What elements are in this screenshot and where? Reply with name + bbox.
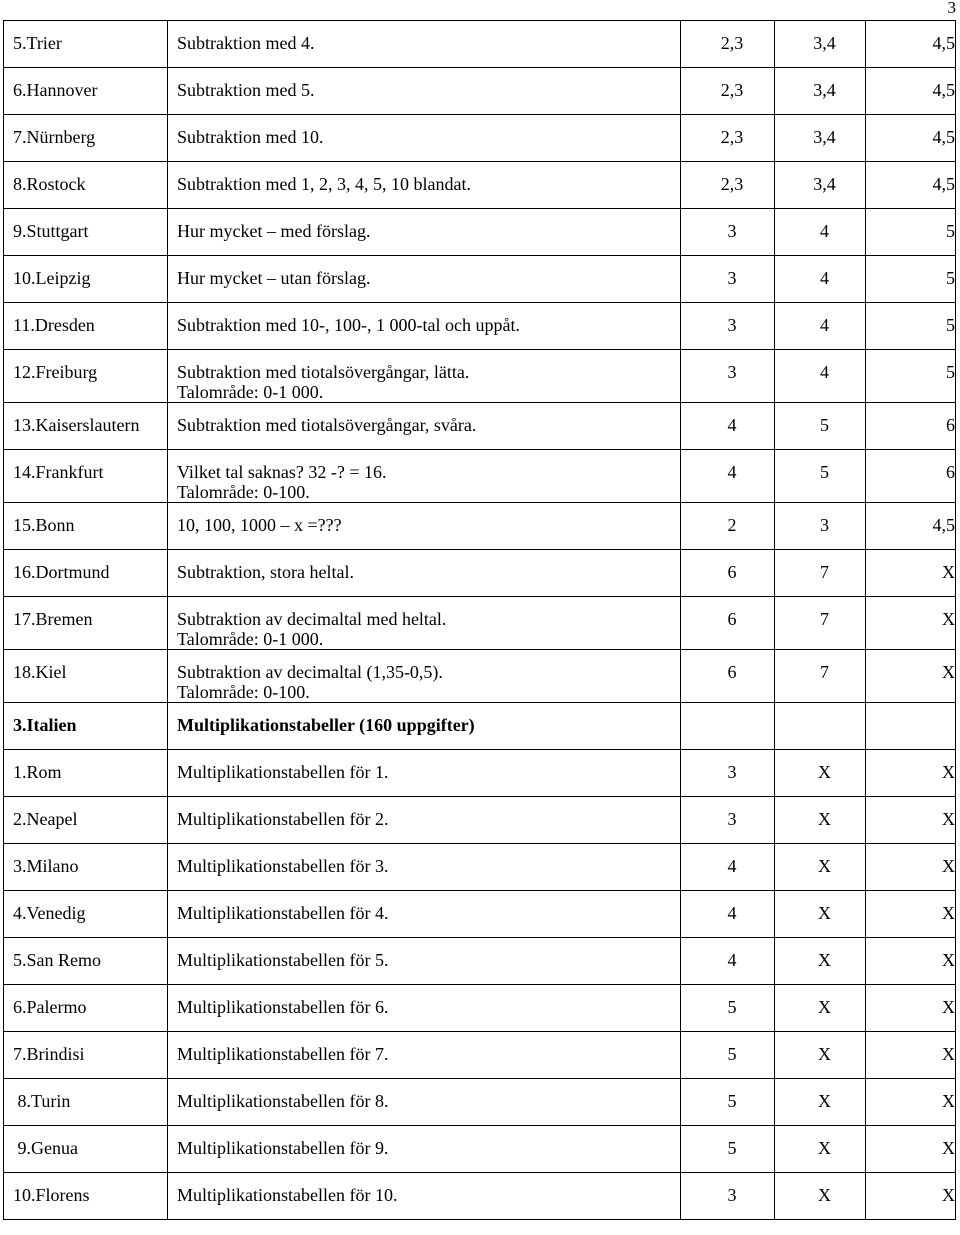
- place-cell: 2.Neapel: [4, 797, 168, 844]
- task-text: Multiplikationstabellen för 9.: [177, 1138, 389, 1158]
- level-cell-1: 4: [681, 844, 775, 891]
- level-cell-2: 7: [775, 597, 866, 650]
- task-cell: [168, 303, 681, 350]
- level-cell-1: 6: [681, 550, 775, 597]
- task-cell: [168, 797, 681, 844]
- table-row: [4, 115, 956, 162]
- task-cell: [168, 550, 681, 597]
- level-cell-1: 5: [681, 1126, 775, 1173]
- place-cell: 11.Dresden: [4, 303, 168, 350]
- task-text: Hur mycket – utan förslag.: [177, 268, 371, 288]
- level-cell-1: 3: [681, 350, 775, 403]
- task-cell: [168, 703, 681, 750]
- place-cell: 17.Bremen: [4, 597, 168, 650]
- level-cell-1: 2,3: [681, 21, 775, 68]
- task-cell: [168, 938, 681, 985]
- level-cell-2: X: [775, 844, 866, 891]
- place-cell: 6.Palermo: [4, 985, 168, 1032]
- task-cell: [168, 844, 681, 891]
- level-cell-3: X: [866, 597, 956, 650]
- level-cell-2: X: [775, 750, 866, 797]
- task-cell: [168, 21, 681, 68]
- level-cell-1: 3: [681, 209, 775, 256]
- task-cell: [168, 650, 681, 703]
- table-row: [4, 597, 956, 650]
- level-cell-1: 4: [681, 891, 775, 938]
- place-cell: 14.Frankfurt: [4, 450, 168, 503]
- level-cell-2: 4: [775, 209, 866, 256]
- level-cell-2: 4: [775, 350, 866, 403]
- level-cell-1: 2,3: [681, 68, 775, 115]
- place-cell: 4.Venedig: [4, 891, 168, 938]
- level-cell-3: X: [866, 985, 956, 1032]
- table-row: [4, 1032, 956, 1079]
- task-text: Multiplikationstabellen för 8.: [177, 1091, 389, 1111]
- task-cell: [168, 403, 681, 450]
- task-cell: [168, 1126, 681, 1173]
- level-cell-3: X: [866, 844, 956, 891]
- level-cell-2: 3,4: [775, 21, 866, 68]
- task-cell: [168, 256, 681, 303]
- level-cell-3: [866, 703, 956, 750]
- level-cell-2: 3: [775, 503, 866, 550]
- table-row: [4, 350, 956, 403]
- level-cell-1: 6: [681, 597, 775, 650]
- level-cell-2: X: [775, 938, 866, 985]
- task-cell: [168, 1032, 681, 1079]
- level-cell-3: 5: [866, 303, 956, 350]
- place-cell: 5.San Remo: [4, 938, 168, 985]
- level-cell-2: X: [775, 1126, 866, 1173]
- level-cell-1: 4: [681, 403, 775, 450]
- task-text: Hur mycket – med förslag.: [177, 221, 371, 241]
- task-text: Multiplikationstabellen för 5.: [177, 950, 389, 970]
- place-cell: 16.Dortmund: [4, 550, 168, 597]
- level-cell-1: 4: [681, 450, 775, 503]
- place-cell: 6.Hannover: [4, 68, 168, 115]
- task-text: Subtraktion med 4.: [177, 33, 315, 53]
- task-text: 10, 100, 1000 – x =???: [177, 515, 342, 535]
- level-cell-1: 2,3: [681, 162, 775, 209]
- place-cell: 8.Rostock: [4, 162, 168, 209]
- table-row: [4, 68, 956, 115]
- level-cell-2: X: [775, 1079, 866, 1126]
- table-row: [4, 256, 956, 303]
- level-cell-3: X: [866, 891, 956, 938]
- level-cell-3: 6: [866, 403, 956, 450]
- task-text: Subtraktion, stora heltal.: [177, 562, 354, 582]
- task-text: Subtraktion av decimaltal (1,35-0,5).: [177, 662, 443, 682]
- level-cell-3: X: [866, 550, 956, 597]
- level-cell-3: X: [866, 750, 956, 797]
- table-row: [4, 209, 956, 256]
- level-cell-2: X: [775, 797, 866, 844]
- task-text: Multiplikationstabellen för 2.: [177, 809, 389, 829]
- place-cell: 7.Nürnberg: [4, 115, 168, 162]
- table-row: [4, 403, 956, 450]
- table-row: [4, 1173, 956, 1220]
- level-cell-3: X: [866, 1173, 956, 1220]
- exercise-table-body: [4, 21, 956, 1220]
- level-cell-3: X: [866, 650, 956, 703]
- level-cell-1: 3: [681, 750, 775, 797]
- level-cell-2: 4: [775, 303, 866, 350]
- place-cell: 5.Trier: [4, 21, 168, 68]
- task-cell: [168, 162, 681, 209]
- level-cell-2: 4: [775, 256, 866, 303]
- place-cell: 8.Turin: [4, 1079, 168, 1126]
- level-cell-1: 3: [681, 1173, 775, 1220]
- task-text: Multiplikationstabellen för 6.: [177, 997, 389, 1017]
- table-row: [4, 891, 956, 938]
- task-text: Vilket tal saknas? 32 -? = 16.: [177, 462, 387, 482]
- level-cell-3: 5: [866, 256, 956, 303]
- task-range-text: Talområde: 0-100.: [177, 682, 310, 702]
- task-cell: [168, 597, 681, 650]
- task-text: Multiplikationstabellen för 1.: [177, 762, 389, 782]
- task-text: Multiplikationstabellen för 10.: [177, 1185, 398, 1205]
- level-cell-1: 6: [681, 650, 775, 703]
- table-row: [4, 938, 956, 985]
- level-cell-1: 3: [681, 256, 775, 303]
- level-cell-2: X: [775, 1032, 866, 1079]
- level-cell-3: 4,5: [866, 68, 956, 115]
- level-cell-1: 3: [681, 303, 775, 350]
- table-row: [4, 1079, 956, 1126]
- level-cell-2: 3,4: [775, 115, 866, 162]
- place-cell: 3.Italien: [4, 703, 168, 750]
- task-range-text: Talområde: 0-100.: [177, 482, 310, 502]
- level-cell-2: 3,4: [775, 162, 866, 209]
- table-row: [4, 797, 956, 844]
- level-cell-1: 5: [681, 1032, 775, 1079]
- task-text: Multiplikationstabeller (160 uppgifter): [177, 715, 475, 735]
- level-cell-3: 6: [866, 450, 956, 503]
- level-cell-3: X: [866, 938, 956, 985]
- task-cell: [168, 1079, 681, 1126]
- task-text: Multiplikationstabellen för 7.: [177, 1044, 389, 1064]
- level-cell-2: 3,4: [775, 68, 866, 115]
- task-cell: [168, 350, 681, 403]
- task-cell: [168, 1173, 681, 1220]
- level-cell-1: [681, 703, 775, 750]
- table-row: [4, 503, 956, 550]
- task-text: Multiplikationstabellen för 3.: [177, 856, 389, 876]
- place-cell: 3.Milano: [4, 844, 168, 891]
- table-row: [4, 703, 956, 750]
- task-text: Subtraktion med 10.: [177, 127, 324, 147]
- level-cell-1: 5: [681, 1079, 775, 1126]
- task-range-text: Talområde: 0-1 000.: [177, 629, 324, 649]
- task-cell: [168, 68, 681, 115]
- task-text: Subtraktion av decimaltal med heltal.: [177, 609, 447, 629]
- level-cell-3: 4,5: [866, 115, 956, 162]
- level-cell-2: [775, 703, 866, 750]
- task-text: Multiplikationstabellen för 4.: [177, 903, 389, 923]
- place-cell: 18.Kiel: [4, 650, 168, 703]
- table-row: [4, 985, 956, 1032]
- task-cell: [168, 891, 681, 938]
- level-cell-2: 7: [775, 550, 866, 597]
- place-cell: 10.Leipzig: [4, 256, 168, 303]
- table-row: [4, 21, 956, 68]
- task-cell: [168, 115, 681, 162]
- task-cell: [168, 750, 681, 797]
- place-cell: 9.Genua: [4, 1126, 168, 1173]
- task-text: Subtraktion med tiotalsövergångar, svåra.: [177, 415, 477, 435]
- table-row: [4, 550, 956, 597]
- level-cell-2: 5: [775, 450, 866, 503]
- task-text: Subtraktion med 1, 2, 3, 4, 5, 10 blandat.: [177, 174, 471, 194]
- level-cell-2: X: [775, 985, 866, 1032]
- place-cell: 12.Freiburg: [4, 350, 168, 403]
- table-row: [4, 162, 956, 209]
- exercise-table: [3, 20, 956, 1220]
- task-text: Subtraktion med 10-, 100-, 1 000-tal och uppåt.: [177, 315, 520, 335]
- task-cell: [168, 450, 681, 503]
- level-cell-2: X: [775, 891, 866, 938]
- task-text: Subtraktion med tiotalsövergångar, lätta.: [177, 362, 470, 382]
- level-cell-1: 2,3: [681, 115, 775, 162]
- task-text: Subtraktion med 5.: [177, 80, 315, 100]
- level-cell-2: 7: [775, 650, 866, 703]
- level-cell-2: 5: [775, 403, 866, 450]
- place-cell: 13.Kaiserslautern: [4, 403, 168, 450]
- table-row: [4, 1126, 956, 1173]
- level-cell-3: X: [866, 1079, 956, 1126]
- level-cell-3: 5: [866, 209, 956, 256]
- level-cell-3: X: [866, 797, 956, 844]
- level-cell-3: X: [866, 1032, 956, 1079]
- place-cell: 1.Rom: [4, 750, 168, 797]
- level-cell-1: 5: [681, 985, 775, 1032]
- level-cell-3: X: [866, 1126, 956, 1173]
- level-cell-3: 5: [866, 350, 956, 403]
- table-row: [4, 650, 956, 703]
- place-cell: 15.Bonn: [4, 503, 168, 550]
- level-cell-1: 3: [681, 797, 775, 844]
- level-cell-2: X: [775, 1173, 866, 1220]
- level-cell-3: 4,5: [866, 503, 956, 550]
- place-cell: 9.Stuttgart: [4, 209, 168, 256]
- level-cell-3: 4,5: [866, 21, 956, 68]
- level-cell-1: 4: [681, 938, 775, 985]
- table-row: [4, 844, 956, 891]
- place-cell: 10.Florens: [4, 1173, 168, 1220]
- task-cell: [168, 209, 681, 256]
- task-cell: [168, 985, 681, 1032]
- level-cell-1: 2: [681, 503, 775, 550]
- table-row: [4, 450, 956, 503]
- task-range-text: Talområde: 0-1 000.: [177, 382, 324, 402]
- page-number: 3: [947, 0, 956, 17]
- task-cell: [168, 503, 681, 550]
- place-cell: 7.Brindisi: [4, 1032, 168, 1079]
- level-cell-3: 4,5: [866, 162, 956, 209]
- table-row: [4, 750, 956, 797]
- table-row: [4, 303, 956, 350]
